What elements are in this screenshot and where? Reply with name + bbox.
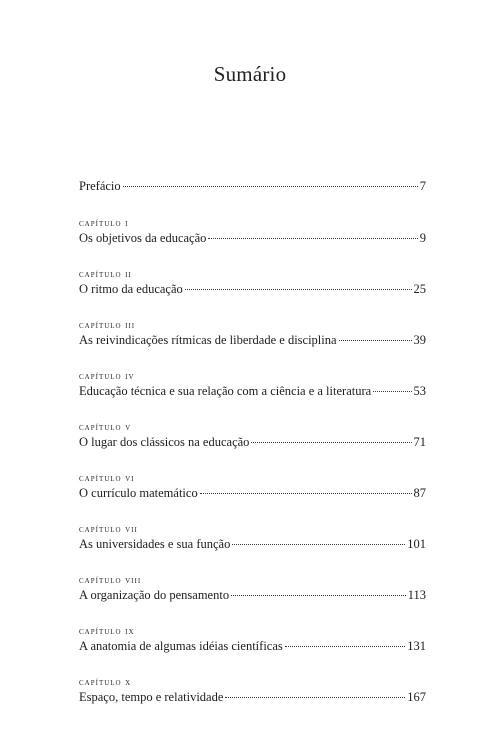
- chapter-label: capítulo viii: [79, 575, 142, 586]
- toc-entry-chapter[interactable]: [79, 574, 426, 604]
- toc-page-number: 71: [413, 435, 426, 449]
- toc-entry-title: Os objetivos da educação: [79, 231, 207, 245]
- toc-line: [79, 536, 426, 553]
- toc-entry-chapter[interactable]: [79, 319, 426, 349]
- chapter-list: [79, 217, 426, 706]
- dot-leader: [251, 442, 411, 443]
- toc-page-number: 53: [413, 384, 426, 398]
- toc-line: [79, 434, 426, 451]
- chapter-label: capítulo vi: [79, 473, 135, 484]
- toc-entry-title: O currículo matemático: [79, 486, 198, 500]
- dot-leader: [285, 646, 406, 647]
- chapter-label: capítulo iii: [79, 320, 136, 331]
- toc-entry-title: Educação técnica e sua relação com a ciência e a literatura: [79, 384, 372, 398]
- toc-page-number: 87: [413, 486, 426, 500]
- toc-entry-chapter[interactable]: [79, 676, 426, 706]
- dot-leader: [339, 340, 412, 341]
- table-of-contents: [79, 178, 426, 727]
- toc-page-number: 39: [413, 333, 426, 347]
- dot-leader: [231, 595, 406, 596]
- toc-entry-chapter[interactable]: [79, 625, 426, 655]
- dot-leader: [232, 544, 405, 545]
- toc-entry-title: As reivindicações rítmicas de liberdade e disciplina: [79, 333, 337, 347]
- toc-page-number: 113: [407, 588, 426, 602]
- dot-leader: [373, 391, 411, 392]
- toc-line: [79, 485, 426, 502]
- dot-leader: [208, 238, 417, 239]
- toc-page-number: 101: [407, 537, 426, 551]
- toc-entry-chapter[interactable]: [79, 472, 426, 502]
- toc-entry-title: Prefácio: [79, 179, 121, 193]
- chapter-label: capítulo ii: [79, 269, 132, 280]
- toc-entry-chapter[interactable]: [79, 421, 426, 451]
- toc-entry-chapter[interactable]: [79, 523, 426, 553]
- chapter-label: capítulo i: [79, 218, 129, 229]
- toc-entry-chapter[interactable]: [79, 370, 426, 400]
- chapter-label: capítulo x: [79, 677, 132, 688]
- toc-page-number: 7: [419, 179, 426, 193]
- toc-entry-preface[interactable]: [79, 178, 426, 195]
- dot-leader: [200, 493, 412, 494]
- dot-leader: [123, 186, 418, 187]
- toc-entry-chapter[interactable]: [79, 217, 426, 247]
- toc-entry-title: Espaço, tempo e relatividade: [79, 690, 224, 704]
- toc-entry-title: O lugar dos clássicos na educação: [79, 435, 250, 449]
- page-title: Sumário: [213, 62, 287, 86]
- toc-page-number: 9: [419, 231, 426, 245]
- chapter-label: capítulo iv: [79, 371, 135, 382]
- toc-entry-title: A organização do pensamento: [79, 588, 230, 602]
- toc-page-number: 131: [407, 639, 426, 653]
- toc-line: [79, 383, 426, 400]
- toc-page-number: 167: [407, 690, 426, 704]
- dot-leader: [225, 697, 405, 698]
- toc-line: [79, 638, 426, 655]
- toc-line: [79, 332, 426, 349]
- toc-page-number: 25: [413, 282, 426, 296]
- toc-line: [79, 230, 426, 247]
- toc-entry-title: A anatomia de algumas idéias científicas: [79, 639, 283, 653]
- toc-line: [79, 689, 426, 706]
- toc-entry-chapter[interactable]: [79, 268, 426, 298]
- chapter-label: capítulo ix: [79, 626, 135, 637]
- chapter-label: capítulo vii: [79, 524, 138, 535]
- chapter-label: capítulo v: [79, 422, 132, 433]
- toc-entry-title: O ritmo da educação: [79, 282, 183, 296]
- toc-line: [79, 587, 426, 604]
- toc-line: [79, 281, 426, 298]
- toc-entry-title: As universidades e sua função: [79, 537, 231, 551]
- dot-leader: [185, 289, 412, 290]
